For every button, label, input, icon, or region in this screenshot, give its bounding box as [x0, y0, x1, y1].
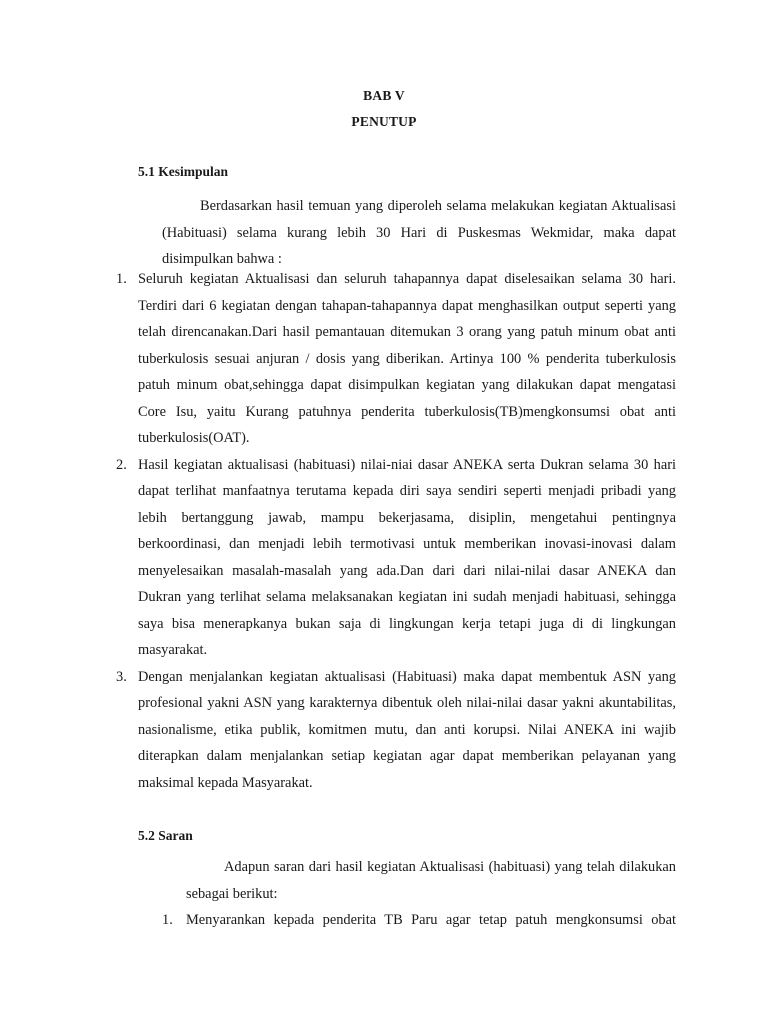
suggestion-list [162, 907, 676, 934]
conclusion-item-3 [100, 664, 676, 797]
suggestion-item-1 [162, 907, 676, 934]
list-text: Seluruh kegiatan Aktualisasi dan seluruh tahapannya dapat diselesaikan selama 30 hari. Terdiri dari 6 kegiatan dengan tahapan-tahapannya dapat menghasilkan output seperti yang telah direncanakan.Dari hasil pemantauan ditemukan 3 orang yang patuh minum obat anti tuberkulosis sesuai anjuran / dosis yang diberikan. Artinya 100 % penderita tuberkulosis patuh minum obat,sehingga dapat disimpulkan kegiatan yang dilakukan dapat mengatasi Core Isu, yaitu Kurang patuhnya penderita tuberkulosis(TB)mengkonsumsi obat anti tuberkulosis(OAT). [138, 271, 676, 446]
suggestion-intro: Adapun saran dari hasil kegiatan Aktualisasi (habituasi) yang telah dilakukan sebagai berikut: [186, 859, 676, 902]
list-number: 3. [116, 668, 127, 685]
list-text: Menyarankan kepada penderita TB Paru agar tetap patuh mengkonsumsi obat [186, 912, 676, 928]
list-number: 1. [162, 912, 173, 928]
suggestion-heading: 5.2 Saran [138, 828, 193, 843]
conclusion-item-1 [100, 266, 676, 452]
list-text: Dengan menjalankan kegiatan aktualisasi (Habituasi) maka dapat membentuk ASN yang profesional yakni ASN yang karakternya dibentuk oleh nilai-nilai dasar yakni akuntabilitas, nasionalisme, etika publik, komitmen mutu, dan anti korupsi. Nilai ANEKA ini wajib diterapkan dalam menjalankan setiap kegiatan agar dapat memberikan pelayanan yang maksimal kepada Masyarakat. [138, 668, 676, 791]
chapter-label: BAB V [363, 88, 405, 103]
conclusion-heading: 5.1 Kesimpulan [138, 164, 229, 179]
conclusion-intro: Berdasarkan hasil temuan yang diperoleh selama melakukan kegiatan Aktualisasi (Habituasi) selama kurang lebih 30 Hari di Puskesmas Wekmidar, maka dapat disimpulkan bahwa : [162, 198, 676, 267]
list-number: 1. [116, 271, 127, 287]
chapter-title: PENUTUP [351, 114, 417, 129]
conclusion-list [100, 266, 676, 796]
list-text: Hasil kegiatan aktualisasi (habituasi) nilai-niai dasar ANEKA serta Dukran selama 30 hari dapat terlihat manfaatnya terutama kepada diri saya sendiri seperti menjadi pribadi yang lebih bertanggung jawab, mampu bekerjasama, disiplin, mengetahui pentingnya berkoordinasi, dan menjadi lebih termotivasi untuk memberikan inovasi-inovasi dalam menyelesaikan masalah-masalah yang ada.Dan dari dari nilai-nilai dasar ANEKA dan Dukran yang terlihat selama melaksanakan kegiatan ini sudah menjadi habituasi, sehingga saya bisa menerapkanya bukan saja di lingkungan kerja tetapi juga di di lingkungan masyarakat. [138, 456, 676, 658]
list-number: 2. [116, 456, 127, 473]
conclusion-item-2 [100, 452, 676, 664]
